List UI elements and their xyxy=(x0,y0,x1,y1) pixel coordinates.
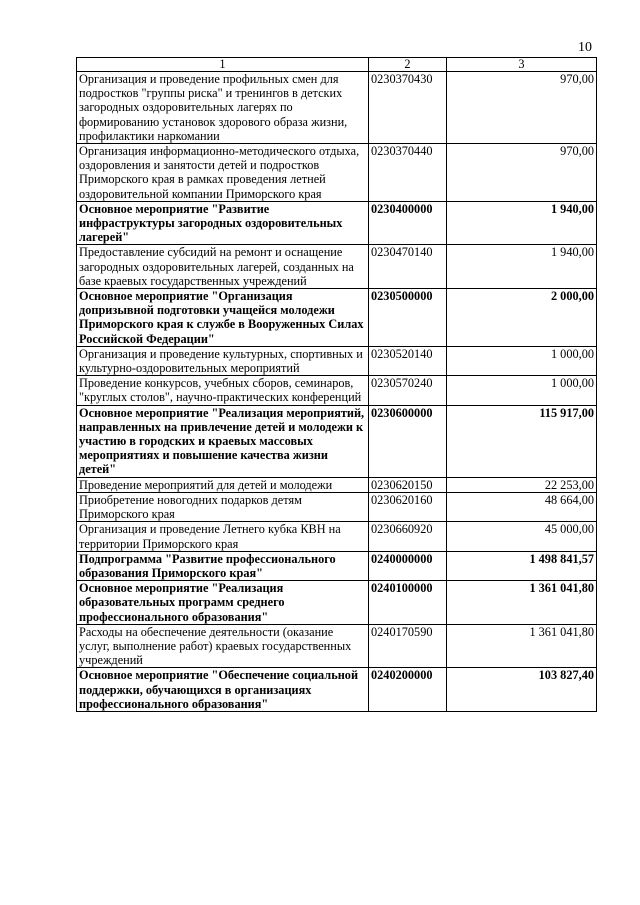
table-row xyxy=(77,522,597,551)
table-row xyxy=(77,245,597,289)
row-name-cell: Организация и проведение Летнего кубка КВН на территории Приморского края xyxy=(77,522,369,551)
table-row xyxy=(77,346,597,375)
row-code-cell: 0230470140 xyxy=(369,245,447,289)
table-row xyxy=(77,492,597,521)
row-name-cell: Подпрограмма "Развитие профессионального образования Приморского края" xyxy=(77,551,369,580)
row-amount-cell: 1 940,00 xyxy=(447,201,597,245)
row-code-cell: 0230500000 xyxy=(369,289,447,347)
row-amount-cell: 45 000,00 xyxy=(447,522,597,551)
table-row xyxy=(77,551,597,580)
table-row xyxy=(77,477,597,492)
row-code-cell: 0230570240 xyxy=(369,376,447,405)
column-header-1: 1 xyxy=(77,58,369,72)
row-amount-cell: 22 253,00 xyxy=(447,477,597,492)
row-name-cell: Организация информационно-методического отдыха, оздоровления и занятости детей и подростков Приморского края в рамках проведения летней оздоровительной компании Приморского края xyxy=(77,144,369,202)
table-header-row xyxy=(77,58,597,72)
table-row xyxy=(77,144,597,202)
row-code-cell: 0230370440 xyxy=(369,144,447,202)
row-name-cell: Основное мероприятие "Реализация образовательных программ среднего профессионального образования" xyxy=(77,581,369,625)
row-code-cell: 0240200000 xyxy=(369,668,447,712)
row-name-cell: Основное мероприятие "Реализация мероприятий, направленных на привлечение детей и молодежи к участию в городских и краевых массовых мероприятиях и повышение качества жизни детей" xyxy=(77,405,369,477)
row-amount-cell: 2 000,00 xyxy=(447,289,597,347)
row-amount-cell: 1 361 041,80 xyxy=(447,581,597,625)
page-number: 10 xyxy=(578,40,592,55)
row-amount-cell: 1 361 041,80 xyxy=(447,624,597,668)
row-code-cell: 0230620150 xyxy=(369,477,447,492)
row-code-cell: 0230620160 xyxy=(369,492,447,521)
row-name-cell: Расходы на обеспечение деятельности (оказание услуг, выполнение работ) краевых государственных учреждений xyxy=(77,624,369,668)
row-code-cell: 0240170590 xyxy=(369,624,447,668)
row-amount-cell: 1 940,00 xyxy=(447,245,597,289)
row-code-cell: 0240100000 xyxy=(369,581,447,625)
budget-table xyxy=(76,57,597,712)
table-row xyxy=(77,668,597,712)
column-header-3: 3 xyxy=(447,58,597,72)
row-amount-cell: 115 917,00 xyxy=(447,405,597,477)
table-row xyxy=(77,72,597,144)
row-name-cell: Основное мероприятие "Развитие инфраструктуры загородных оздоровительных лагерей" xyxy=(77,201,369,245)
row-name-cell: Основное мероприятие "Обеспечение социальной поддержки, обучающихся в организациях профессионального образования" xyxy=(77,668,369,712)
table-row xyxy=(77,405,597,477)
table-row xyxy=(77,201,597,245)
row-name-cell: Организация и проведение культурных, спортивных и культурно-оздоровительных мероприятий xyxy=(77,346,369,375)
row-name-cell: Проведение конкурсов, учебных сборов, семинаров, "круглых столов", научно-практических конференций xyxy=(77,376,369,405)
row-name-cell: Предоставление субсидий на ремонт и оснащение загородных оздоровительных лагерей, созданных на базе краевых государственных учреждений xyxy=(77,245,369,289)
row-code-cell: 0230370430 xyxy=(369,72,447,144)
row-amount-cell: 1 000,00 xyxy=(447,346,597,375)
column-header-2: 2 xyxy=(369,58,447,72)
table-row xyxy=(77,624,597,668)
row-amount-cell: 48 664,00 xyxy=(447,492,597,521)
row-code-cell: 0230660920 xyxy=(369,522,447,551)
row-code-cell: 0230400000 xyxy=(369,201,447,245)
table-row xyxy=(77,289,597,347)
row-name-cell: Проведение мероприятий для детей и молодежи xyxy=(77,477,369,492)
row-name-cell: Приобретение новогодних подарков детям Приморского края xyxy=(77,492,369,521)
row-amount-cell: 970,00 xyxy=(447,144,597,202)
row-code-cell: 0240000000 xyxy=(369,551,447,580)
table-row xyxy=(77,376,597,405)
row-amount-cell: 103 827,40 xyxy=(447,668,597,712)
row-code-cell: 0230600000 xyxy=(369,405,447,477)
table-row xyxy=(77,581,597,625)
row-amount-cell: 1 000,00 xyxy=(447,376,597,405)
row-name-cell: Организация и проведение профильных смен для подростков "группы риска" и тренингов в детских загородных оздоровительных лагерях по формированию установок здорового образа жизни, профилактики наркомании xyxy=(77,72,369,144)
row-amount-cell: 1 498 841,57 xyxy=(447,551,597,580)
row-name-cell: Основное мероприятие "Организация допризывной подготовки учащейся молодежи Приморского края к службе в Вооруженных Силах Российской Федерации" xyxy=(77,289,369,347)
row-amount-cell: 970,00 xyxy=(447,72,597,144)
row-code-cell: 0230520140 xyxy=(369,346,447,375)
